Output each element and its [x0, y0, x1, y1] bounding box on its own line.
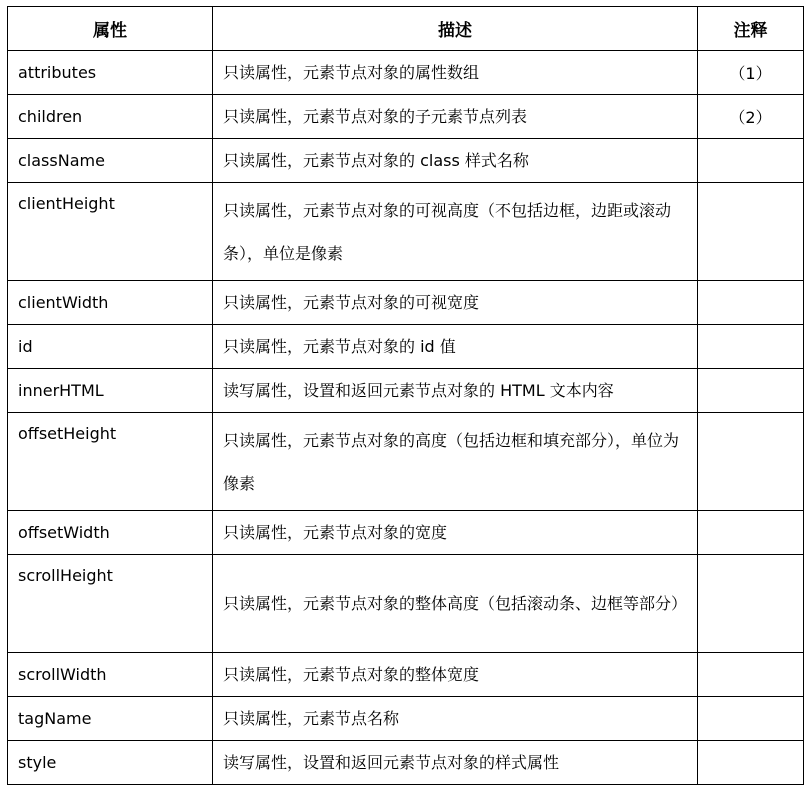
- table-row: [8, 325, 804, 369]
- header-description: 描述: [213, 7, 698, 51]
- cell-description: 只读属性，元素节点对象的 class 样式名称: [213, 139, 698, 183]
- cell-note: [698, 413, 804, 511]
- cell-description: 只读属性，元素节点对象的高度（包括边框和填充部分），单位为像素: [213, 413, 698, 511]
- cell-note: [698, 511, 804, 555]
- table-row: [8, 139, 804, 183]
- header-note: 注释: [698, 7, 804, 51]
- cell-attribute: children: [8, 95, 213, 139]
- table-row: [8, 555, 804, 653]
- table-row: [8, 183, 804, 281]
- cell-description: 读写属性，设置和返回元素节点对象的 HTML 文本内容: [213, 369, 698, 413]
- table-header-row: [8, 7, 804, 51]
- header-attribute: 属性: [8, 7, 213, 51]
- cell-description: 只读属性，元素节点对象的可视高度（不包括边框，边距或滚动条），单位是像素: [213, 183, 698, 281]
- cell-note: [698, 183, 804, 281]
- cell-description: 只读属性，元素节点对象的子元素节点列表: [213, 95, 698, 139]
- table-row: [8, 413, 804, 511]
- cell-note: [698, 139, 804, 183]
- table-row: [8, 51, 804, 95]
- cell-note: [698, 325, 804, 369]
- cell-description: 只读属性，元素节点对象的属性数组: [213, 51, 698, 95]
- cell-description: 只读属性，元素节点对象的宽度: [213, 511, 698, 555]
- table-row: [8, 369, 804, 413]
- cell-attribute: className: [8, 139, 213, 183]
- cell-attribute: style: [8, 741, 213, 785]
- cell-attribute: scrollWidth: [8, 653, 213, 697]
- cell-attribute: offsetHeight: [8, 413, 213, 511]
- table-row: [8, 697, 804, 741]
- cell-description: 只读属性，元素节点名称: [213, 697, 698, 741]
- cell-description: 读写属性，设置和返回元素节点对象的样式属性: [213, 741, 698, 785]
- cell-note: （2）: [698, 95, 804, 139]
- cell-note: [698, 697, 804, 741]
- attributes-table: [7, 6, 804, 785]
- cell-attribute: id: [8, 325, 213, 369]
- table-row: [8, 281, 804, 325]
- cell-note: [698, 555, 804, 653]
- cell-attribute: offsetWidth: [8, 511, 213, 555]
- document-page: [7, 6, 804, 785]
- cell-attribute: clientWidth: [8, 281, 213, 325]
- cell-note: [698, 281, 804, 325]
- cell-note: （1）: [698, 51, 804, 95]
- cell-attribute: clientHeight: [8, 183, 213, 281]
- table-row: [8, 653, 804, 697]
- table-row: [8, 511, 804, 555]
- cell-note: [698, 369, 804, 413]
- cell-description: 只读属性，元素节点对象的可视宽度: [213, 281, 698, 325]
- cell-description: 只读属性，元素节点对象的整体高度（包括滚动条、边框等部分）: [213, 555, 698, 653]
- cell-description: 只读属性，元素节点对象的 id 值: [213, 325, 698, 369]
- cell-attribute: attributes: [8, 51, 213, 95]
- cell-attribute: innerHTML: [8, 369, 213, 413]
- cell-attribute: tagName: [8, 697, 213, 741]
- cell-attribute: scrollHeight: [8, 555, 213, 653]
- table-row: [8, 95, 804, 139]
- cell-description: 只读属性，元素节点对象的整体宽度: [213, 653, 698, 697]
- cell-note: [698, 653, 804, 697]
